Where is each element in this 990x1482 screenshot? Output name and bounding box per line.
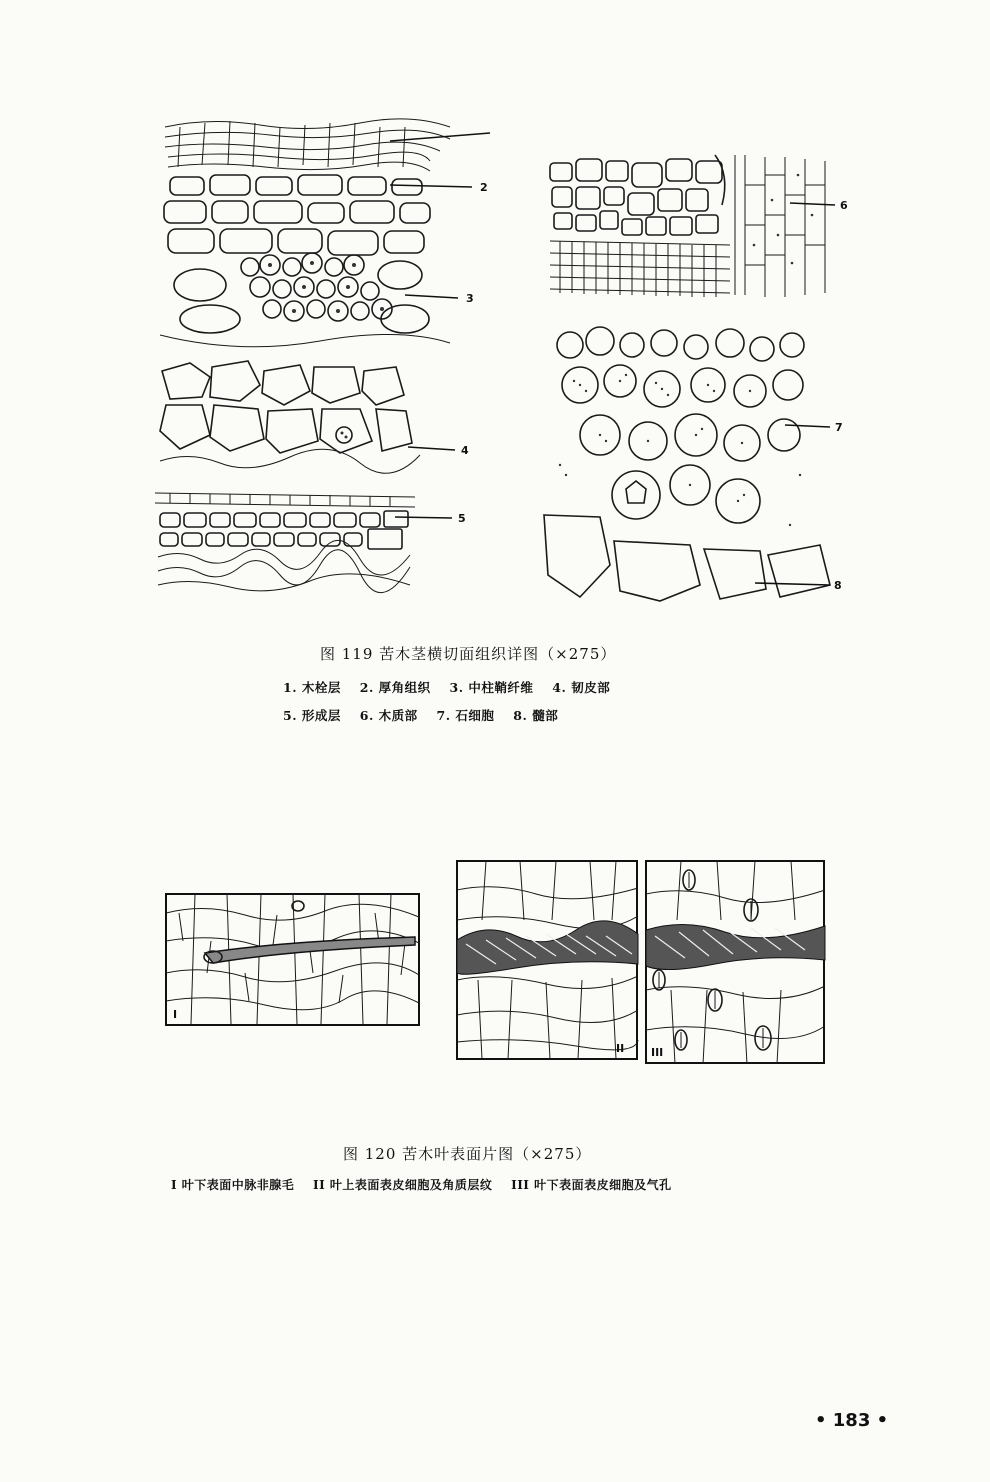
callout-3: 3	[466, 292, 474, 305]
cambium-cells	[155, 493, 415, 593]
panel-label-I: I	[173, 1008, 178, 1021]
legend-item: 4. 韧皮部	[552, 680, 611, 695]
page-number: • 183 •	[815, 1410, 889, 1431]
legend-item: 5. 形成层	[283, 708, 341, 723]
legend-item: 6. 木质部	[359, 708, 418, 723]
figure-120-panel-I	[165, 893, 420, 1028]
legend-item: 7. 石细胞	[436, 708, 495, 723]
legend-item: III 叶下表面表皮细胞及气孔	[511, 1178, 672, 1192]
callout-8: 8	[834, 579, 842, 592]
figure-120-caption: 图 120 苦木叶表面片图（×275）	[343, 1145, 592, 1163]
callout-7: 7	[835, 421, 843, 434]
panel-label-II: II	[616, 1042, 625, 1055]
cuticle-striations	[457, 921, 638, 974]
callout-6: 6	[840, 199, 848, 212]
figure-119-leader-lines	[390, 133, 490, 518]
pericycle-fiber-cells	[160, 253, 450, 347]
figure-119-caption: 图 119 苦木茎横切面组织详图（×275）	[320, 645, 617, 663]
legend-item: 2. 厚角组织	[359, 680, 431, 695]
collenchyma-cells	[164, 175, 430, 255]
figure-119-right-leader-lines	[755, 203, 835, 585]
legend-item: 1. 木栓层	[283, 680, 341, 695]
legend-item: 3. 中柱鞘纤维	[449, 680, 534, 695]
panel-label-III: III	[651, 1046, 664, 1059]
stone-cells	[557, 327, 804, 526]
figure-120-panel-III	[645, 860, 825, 1065]
figure-119-left-drawing	[150, 105, 510, 600]
legend-item: 8. 髓部	[513, 708, 559, 723]
callout-5: 5	[458, 512, 466, 525]
figure-119-legend-line1	[283, 678, 624, 696]
figure-120-panel-II	[456, 860, 638, 1060]
figure-119-legend-line2	[283, 706, 572, 724]
phloem-cells	[160, 361, 420, 473]
xylem-cells	[550, 155, 825, 297]
figure-119-right-drawing	[540, 145, 860, 605]
callout-4: 4	[461, 444, 469, 457]
legend-item: I 叶下表面中脉非腺毛	[171, 1178, 295, 1192]
cork-layer-cells	[165, 119, 450, 171]
legend-item: II 叶上表面表皮细胞及角质层纹	[312, 1178, 493, 1192]
vein-striations	[646, 924, 825, 969]
pith-cells	[544, 515, 830, 601]
figure-120-legend	[171, 1176, 686, 1193]
callout-2: 2	[480, 181, 488, 194]
